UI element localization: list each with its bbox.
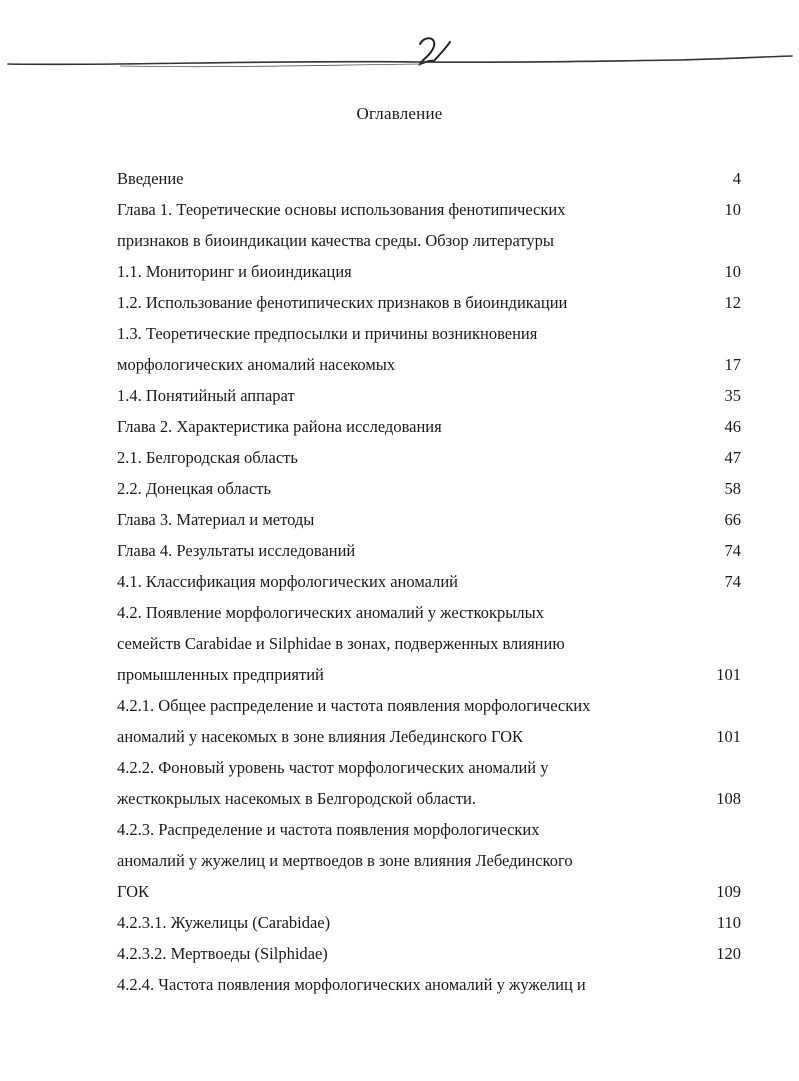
toc-entry [117,287,741,318]
toc-entry-text: 4.2.3.1. Жужелицы (Carabidae) [117,913,331,932]
toc-title: Оглавление [356,104,443,123]
toc-entry-text: Глава 4. Результаты исследований [117,541,356,560]
toc-entry-text: 4.2.4. Частота появления морфологических аномалий у жужелиц и [117,975,586,994]
toc-entry-text: 1.1. Мониторинг и биоиндикация [117,262,352,281]
toc-entry-page: 4 [732,169,741,188]
toc-entry [117,504,741,535]
toc-entry [117,783,741,814]
toc-entry [117,163,741,194]
toc-entry-text: 4.2.2. Фоновый уровень частот морфологических аномалий у [117,758,549,777]
toc-entry [117,628,741,659]
toc-entry [117,194,741,225]
toc-entry-text: морфологических аномалий насекомых [117,355,396,374]
toc-entry [117,566,741,597]
toc-entry [117,659,741,690]
toc-entry-page: 17 [724,355,741,374]
toc-entry-text: признаков в биоиндикации качества среды. Обзор литературы [117,231,555,250]
toc-entry-page: 120 [716,944,741,963]
toc-entry-text: аномалий у насекомых в зоне влияния Лебединского ГОК [117,727,524,746]
toc-entry-text: промышленных предприятий [117,665,324,684]
toc-entry [117,876,741,907]
toc-entry-page: 74 [724,572,741,591]
toc-entry [117,473,741,504]
toc-entry [117,380,741,411]
toc-entry-page: 110 [716,913,741,932]
toc-entry [117,969,741,1000]
toc-entry [117,411,741,442]
toc-entry-page: 10 [724,200,741,219]
toc-entry-text: 4.2.3. Распределение и частота появления морфологических [117,820,540,839]
toc-entry-text: 4.2.3.2. Мертвоеды (Silphidae) [117,944,328,963]
toc-entry-page: 10 [724,262,741,281]
toc-entry [117,907,741,938]
toc-entry-page: 46 [724,417,741,436]
toc-entry [117,442,741,473]
toc-entry [117,690,741,721]
toc-entry-text: Глава 2. Характеристика района исследования [117,417,442,436]
toc-entry [117,845,741,876]
toc-entry-text: жесткокрылых насекомых в Белгородской области. [117,789,476,808]
toc-entry [117,814,741,845]
toc-entry-text: аномалий у жужелиц и мертвоедов в зоне влияния Лебединского [117,851,573,870]
toc-entry-text: Введение [117,169,184,188]
toc-entry [117,318,741,349]
toc-entry-page: 12 [724,293,741,312]
toc-entry-text: Глава 3. Материал и методы [117,510,315,529]
toc-entry-text: 2.1. Белгородская область [117,448,298,467]
toc-entry [117,256,741,287]
toc-entry [117,752,741,783]
toc-entry-text: семейств Carabidae и Silphidae в зонах, подверженных влиянию [117,634,565,653]
toc-entry-page: 58 [724,479,741,498]
toc-entry-text: 1.3. Теоретические предпосылки и причины возникновения [117,324,538,343]
toc-entry-page: 35 [724,386,741,405]
toc-entry [117,721,741,752]
toc-entry-text: ГОК [117,882,150,901]
header-rule [0,48,799,78]
toc-entry-page: 74 [724,541,741,560]
toc-entry [117,349,741,380]
toc-entry-text: Глава 1. Теоретические основы использования фенотипических [117,200,566,219]
toc-entry-text: 4.2.1. Общее распределение и частота появления морфологических [117,696,591,715]
toc-entry-text: 4.1. Классификация морфологических аномалий [117,572,459,591]
toc-entry [117,597,741,628]
toc-entry [117,535,741,566]
toc-entry-page: 47 [724,448,741,467]
toc-entry-page: 109 [716,882,741,901]
table-of-contents [117,163,741,1000]
toc-entry-text: 1.2. Использование фенотипических признаков в биоиндикации [117,293,568,312]
toc-entry-text: 2.2. Донецкая область [117,479,272,498]
toc-entry-text: 4.2. Появление морфологических аномалий у жесткокрылых [117,603,544,622]
toc-entry-page: 66 [724,510,741,529]
toc-entry-text: 1.4. Понятийный аппарат [117,386,295,405]
toc-entry-page: 108 [716,789,741,808]
toc-entry [117,225,741,256]
toc-entry-page: 101 [716,665,741,684]
toc-entry-page: 101 [716,727,741,746]
toc-entry [117,938,741,969]
